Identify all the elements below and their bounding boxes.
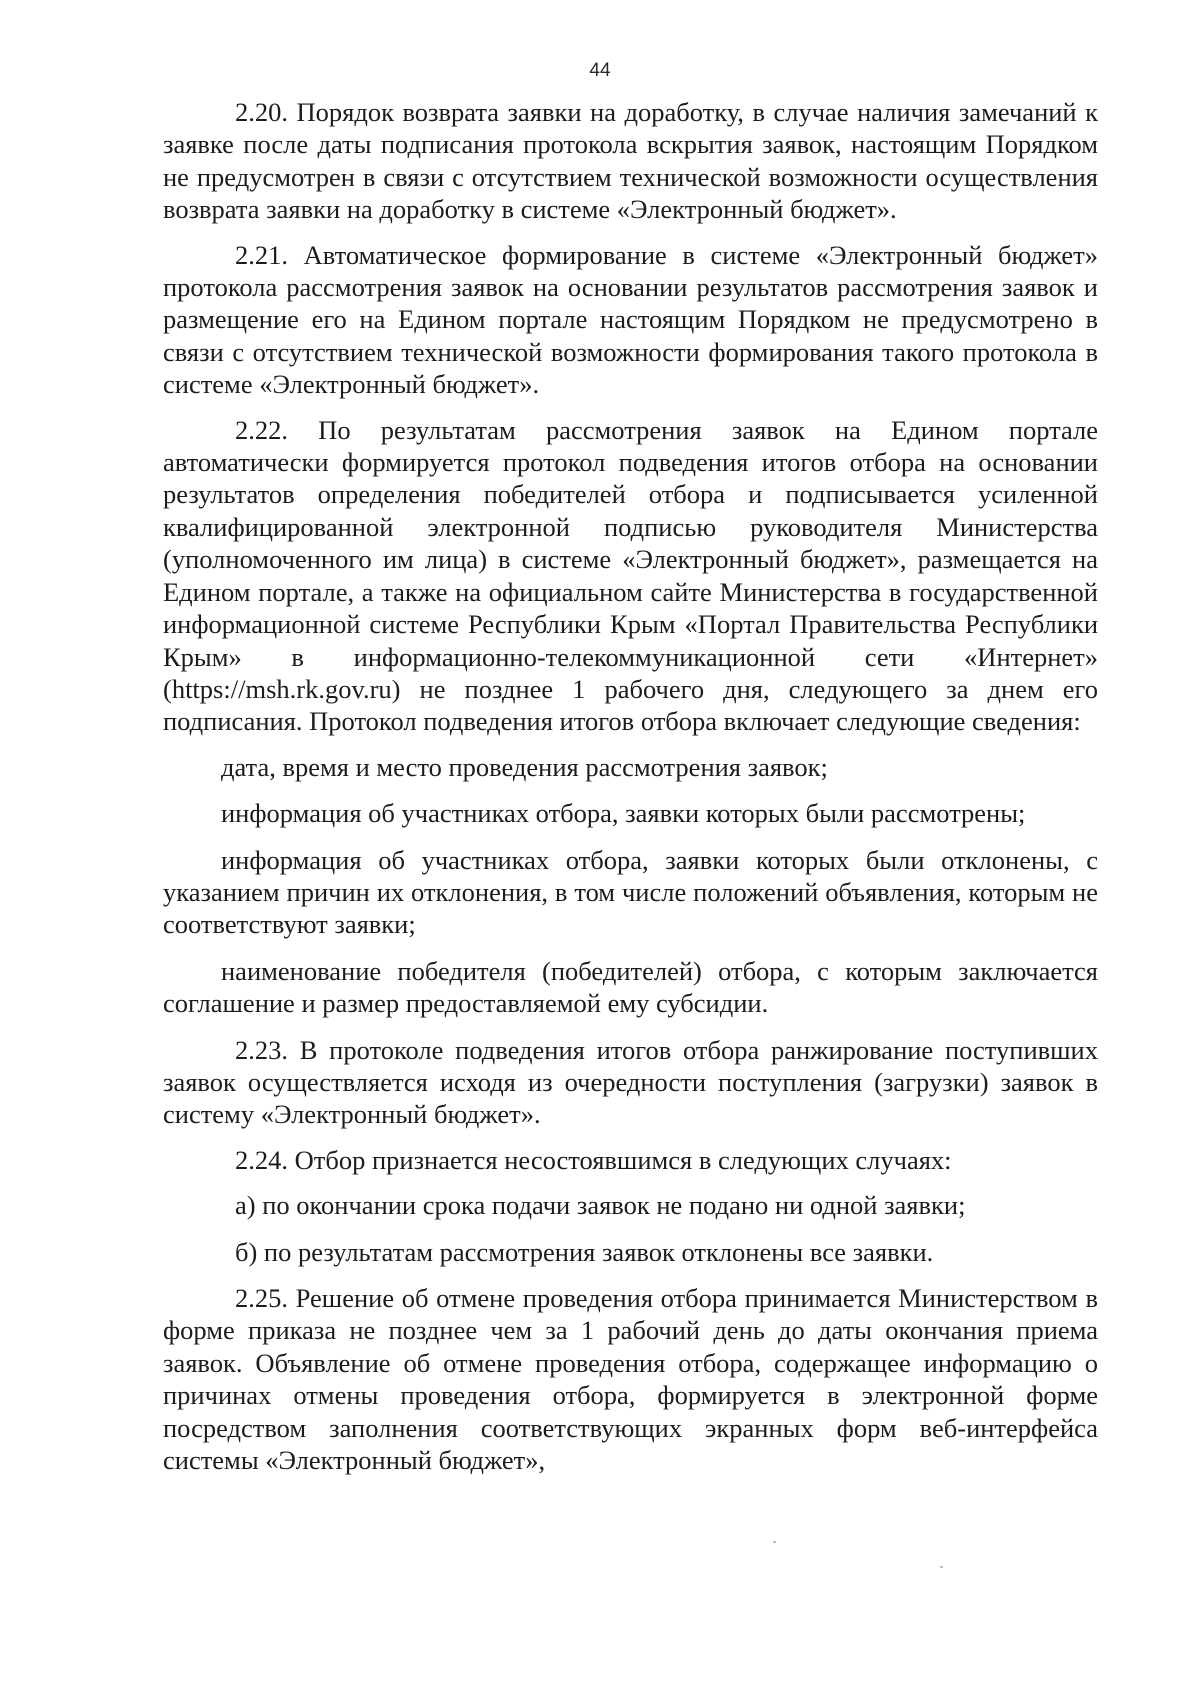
- page-number: 44: [589, 60, 611, 81]
- scan-speck: [940, 1566, 943, 1568]
- paragraph-2-24: 2.24. Отбор признается несостоявшимся в следующих случаях:: [235, 1144, 952, 1175]
- document-body: [163, 96, 1098, 1489]
- paragraph-2-20: 2.20. Порядок возврата заявки на доработку, в случае наличия замечаний к заявке после даты подписания протокола вскрытия заявок, настоящим Порядком не предусмотрен в связи с отсутствием технической возможности осуществления возврата заявки на доработку в системе «Электронный бюджет».: [163, 97, 1098, 225]
- paragraph-2-21: 2.21. Автоматическое формирование в системе «Электронный бюджет» протокола рассмотрения заявок на основании результатов рассмотрения заявок и размещение его на Едином портале настоящим Порядком не предусмотрено в связи с отсутствием технической возможности формирования такого протокола в системе «Электронный бюджет».: [163, 239, 1098, 400]
- list-item-rejected-participants: информация об участниках отбора, заявки которых были отклонены, с указанием причин их отклонения, в том числе положений объявления, которым не соответствуют заявки;: [163, 844, 1098, 940]
- paragraph-2-25: 2.25. Решение об отмене проведения отбора принимается Министерством в форме приказа не позднее чем за 1 рабочий день до даты окончания приема заявок. Объявление об отмене проведения отбора, содержащее информацию о причинах отмены проведения отбора, формируется в электронной форме посредством заполнения соответствующих экранных форм веб-интерфейса системы «Электронный бюджет»,: [163, 1283, 1098, 1476]
- list-item-no-applications: а) по окончании срока подачи заявок не подано ни одной заявки;: [235, 1190, 966, 1221]
- scan-speck: [773, 1541, 776, 1543]
- list-item-all-rejected: б) по результатам рассмотрения заявок отклонены все заявки.: [235, 1236, 934, 1267]
- list-item-winners: наименование победителя (победителей) отбора, с которым заключается соглашение и размер предоставляемой ему субсидии.: [163, 955, 1098, 1019]
- list-item-review-date: дата, время и место проведения рассмотрения заявок;: [221, 751, 828, 782]
- paragraph-2-22: 2.22. По результатам рассмотрения заявок на Едином портале автоматически формируется протокол подведения итогов отбора на основании результатов определения победителей отбора и подписывается усиленной квалифицированной электронной подписью руководителя Министерства (уполномоченного им лица) в системе «Электронный бюджет», размещается на Едином портале, а также на официальном сайте Министерства в государственной информационной системе Республики Крым «Портал Правительства Республики Крым» в информационно-телекоммуникационной сети «Интернет» (https://msh.rk.gov.ru) не позднее 1 рабочего дня, следующего за днем его подписания. Протокол подведения итогов отбора включает следующие сведения:: [163, 414, 1098, 737]
- paragraph-2-23: 2.23. В протоколе подведения итогов отбора ранжирование поступивших заявок осуществляется исходя из очередности поступления (загрузки) заявок в систему «Электронный бюджет».: [163, 1034, 1098, 1130]
- list-item-reviewed-participants: информация об участниках отбора, заявки которых были рассмотрены;: [221, 798, 1026, 829]
